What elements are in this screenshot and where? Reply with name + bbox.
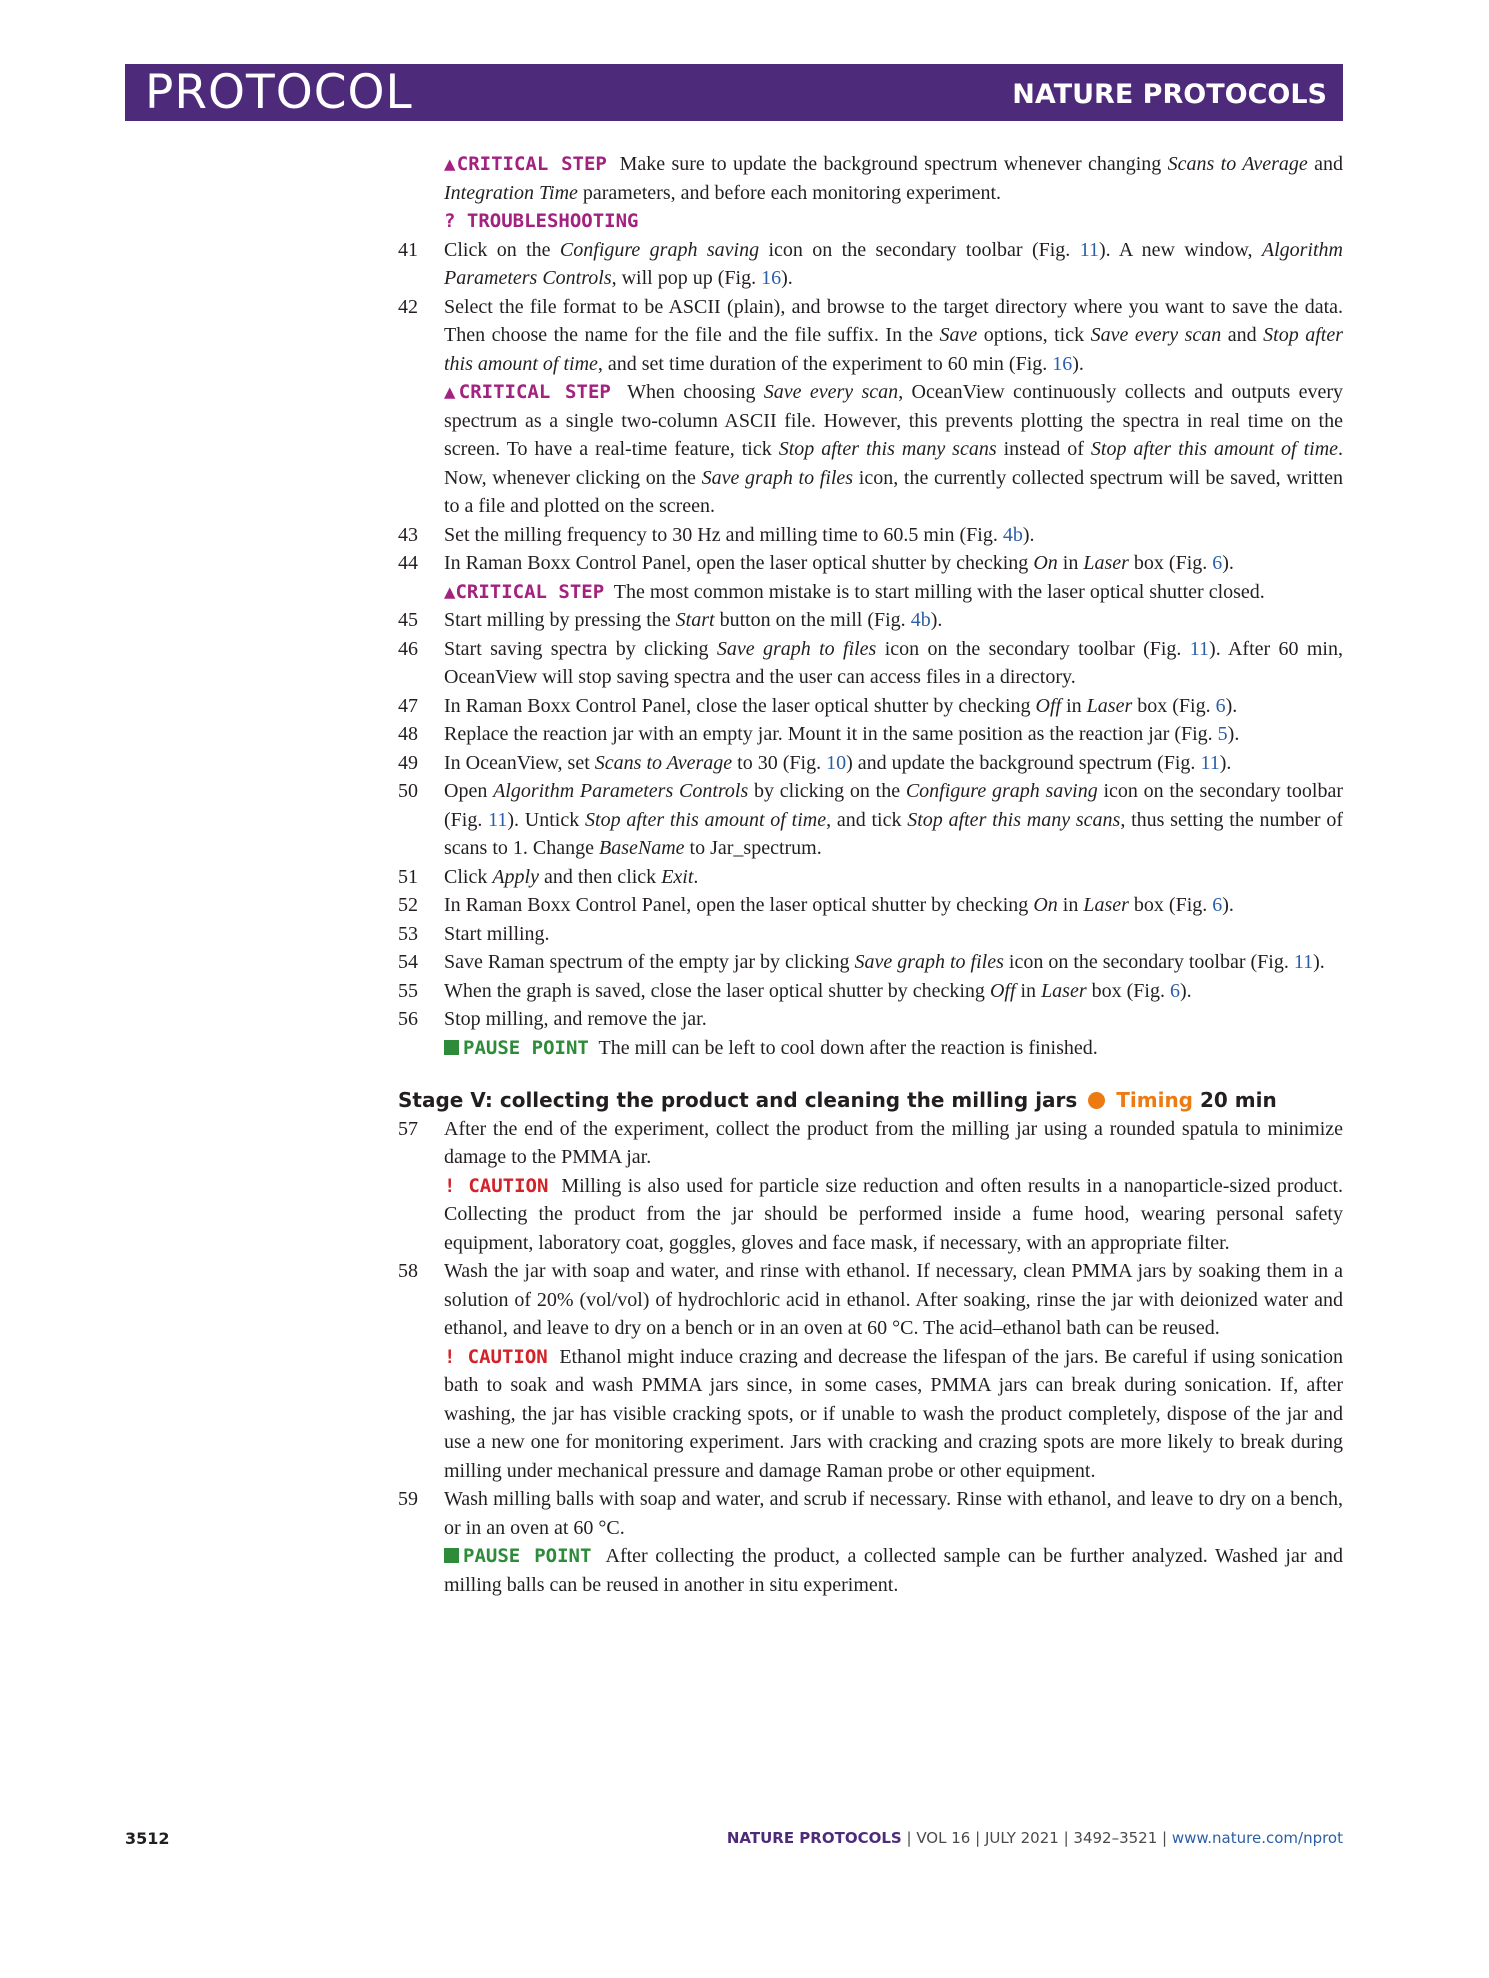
troubleshooting-label: ? TROUBLESHOOTING	[444, 210, 639, 232]
step-number: 58	[398, 1260, 418, 1282]
step-57: 57 After the end of the experiment, collect the product from the milling jar using a rounded spatula to minimize damage to the PMMA jar. ! CAUTION Milling is also used for particle size reduction and often results in a nanoparticle-sized product. Collecting the product from the jar should be performed inside a fume hood, wearing personal safety equipment, laboratory coat, goggles, gloves and face mask, if necessary, with an appropriate filter.	[398, 1115, 1343, 1258]
step-number: 59	[398, 1488, 418, 1510]
journal-name: NATURE PROTOCOLS	[1012, 79, 1327, 110]
pause-point-label: PAUSE POINT	[463, 1036, 589, 1059]
step-number: 54	[398, 951, 418, 973]
critical-step-label: ▲CRITICAL STEP	[444, 580, 605, 603]
troubleshooting-label-line	[444, 207, 1343, 236]
figure-link[interactable]: 10	[826, 751, 847, 774]
critical-step-note: ▲CRITICAL STEP Make sure to update the background spectrum whenever changing Scans to Average and Integration Time parameters, and before each monitoring experiment.	[444, 153, 1343, 204]
figure-link[interactable]: 11	[1079, 238, 1099, 261]
stage-heading: Stage V: collecting the product and cleaning the milling jars Timing 20 min	[398, 1088, 1277, 1112]
step-49: 49 In OceanView, set Scans to Average to 30 (Fig. 10) and update the background spectrum (Fig. 11).	[398, 749, 1343, 778]
figure-link[interactable]: 11	[1293, 951, 1314, 973]
footer-pages: 3492–3521	[1073, 1829, 1158, 1847]
figure-link[interactable]: 4b	[910, 609, 931, 631]
figure-link[interactable]: 6	[1212, 894, 1223, 916]
step-50: 50 Open Algorithm Parameters Controls by clicking on the Configure graph saving icon on the secondary toolbar (Fig. 11). Untick Stop after this amount of time, and tick Stop after this many scans, thus setting the number of scans to 1. Change BaseName to Jar_spectrum.	[398, 777, 1343, 863]
critical-step-note: ▲CRITICAL STEP The most common mistake is to start milling with the laser optical shutter closed.	[444, 580, 1265, 603]
figure-link[interactable]: 16	[761, 267, 782, 289]
step-number: 56	[398, 1008, 418, 1030]
footer-url-link[interactable]: www.nature.com/nprot	[1171, 1829, 1343, 1847]
step-48: 48 Replace the reaction jar with an empty jar. Mount it in the same position as the reaction jar (Fig. 5).	[398, 720, 1343, 749]
figure-link[interactable]: 11	[1189, 637, 1210, 660]
step-51: 51 Click Apply and then click Exit.	[398, 863, 1343, 892]
figure-link[interactable]: 11	[488, 808, 508, 831]
footer-volume: VOL 16	[916, 1829, 971, 1847]
step-46: 46 Start saving spectra by clicking Save graph to files icon on the secondary toolbar (Fig. 11). After 60 min, OceanView will stop saving spectra and the user can access files in a directory.	[398, 635, 1343, 692]
step-56: 56 Stop milling, and remove the jar. PAUSE POINT The mill can be left to cool down after the reaction is finished.	[398, 1005, 1343, 1062]
critical-step-label: ▲CRITICAL STEP	[444, 153, 607, 175]
critical-step-label: ▲CRITICAL STEP	[444, 381, 611, 403]
step-number: 48	[398, 723, 418, 745]
caution-note: ! CAUTION Milling is also used for particle size reduction and often results in a nanoparticle-sized product. Collecting the product from the jar should be performed inside a fume hood, wearing personal safety equipment, laboratory coat, goggles, gloves and face mask, if necessary, with an appropriate filter.	[444, 1174, 1344, 1254]
pause-point-note: PAUSE POINT The mill can be left to cool down after the reaction is finished.	[444, 1034, 1343, 1063]
step-number: 46	[398, 637, 418, 660]
timing-label: Timing	[1116, 1088, 1193, 1112]
figure-link[interactable]: 11	[1200, 751, 1220, 774]
step-number: 42	[398, 295, 418, 318]
timing-dot-icon	[1088, 1092, 1105, 1109]
footer-journal-name: NATURE PROTOCOLS	[726, 1829, 902, 1847]
footer-date: JULY 2021	[984, 1829, 1059, 1847]
step-58: 58 Wash the jar with soap and water, and rinse with ethanol. If necessary, clean PMMA jars by soaking them in a solution of 20% (vol/vol) of hydrochloric acid in ethanol. After soaking, rinse the jar with deionized water and ethanol, and leave to dry on a bench or in an oven at 60 °C. The acid–ethanol bath can be reused. ! CAUTION Ethanol might induce crazing and decrease the lifespan of the jars. Be careful if using sonication bath to soak and wash PMMA jars since, in some cases, PMMA jars can break during sonication. If, after washing, the jar has visible cracking spots, or if unable to wash the product completely, dispose of the jar and use a new one for monitoring experiment. Jars with cracking and crazing spots are more likely to break during milling under mechanical pressure and damage Raman probe or other equipment.	[398, 1257, 1343, 1485]
timing-value: 20 min	[1199, 1088, 1277, 1112]
header-banner	[125, 64, 1343, 121]
step-number: 45	[398, 609, 418, 631]
step-number: 41	[398, 238, 418, 261]
step-47: 47 In Raman Boxx Control Panel, close the laser optical shutter by checking Off in Laser box (Fig. 6).	[398, 692, 1343, 721]
step-number: 52	[398, 894, 418, 916]
figure-link[interactable]: 6	[1212, 552, 1223, 574]
caution-note: ! CAUTION Ethanol might induce crazing and decrease the lifespan of the jars. Be careful if using sonication bath to soak and wash PMMA jars since, in some cases, PMMA jars can break during sonication. If, after washing, the jar has visible cracking spots, or if unable to wash the product completely, dispose of the jar and use a new one for monitoring experiment. Jars with cracking and crazing spots are more likely to break during milling under mechanical pressure and damage Raman probe or other equipment.	[444, 1345, 1344, 1482]
step-55: 55 When the graph is saved, close the laser optical shutter by checking Off in Laser box (Fig. 6).	[398, 977, 1343, 1006]
step-number: 51	[398, 865, 418, 888]
pause-point-label: PAUSE POINT	[463, 1545, 592, 1567]
step-52: 52 In Raman Boxx Control Panel, open the laser optical shutter by checking On in Laser box (Fig. 6).	[398, 891, 1343, 920]
step-list	[398, 236, 1343, 1600]
step-number: 53	[398, 922, 418, 945]
page-number: 3512	[125, 1829, 170, 1848]
step-number: 50	[398, 780, 418, 802]
step-59: 59 Wash milling balls with soap and water, and scrub if necessary. Rinse with ethanol, and leave to dry on a bench, or in an oven at 60 °C. PAUSE POINT After collecting the product, a collected sample can be further analyzed. Washed jar and milling balls can be reused in another in situ experiment.	[398, 1485, 1343, 1599]
main-content	[398, 150, 1343, 1599]
step-42: 42 Select the file format to be ASCII (plain), and browse to the target directory where you want to save the data. Then choose the name for the file and the file suffix. In the Save options, tick Save every scan and Stop after this amount of time, and set time duration of the experiment to 60 min (Fig. 16). ▲CRITICAL STEP When choosing Save every scan, OceanView continuously collects and outputs every spectrum as a single two-column ASCII file. However, this prevents plotting the spectra in real time on the screen. To have a real-time feature, tick Stop after this many scans instead of Stop after this amount of time. Now, whenever clicking on the Save graph to files icon, the currently collected spectrum will be saved, written to a file and plotted on the screen.	[398, 293, 1343, 521]
caution-label: ! CAUTION	[444, 1174, 549, 1197]
step-44: 44 In Raman Boxx Control Panel, open the laser optical shutter by checking On in Laser box (Fig. 6). ▲CRITICAL STEP The most common mistake is to start milling with the laser optical shutter closed.	[398, 549, 1343, 606]
step-43: 43 Set the milling frequency to 30 Hz and milling time to 60.5 min (Fig. 4b).	[398, 521, 1343, 550]
intro-block	[398, 150, 1343, 236]
critical-step-note: ▲CRITICAL STEP When choosing Save every scan, OceanView continuously collects and outputs every spectrum as a single two-column ASCII file. However, this prevents plotting the spectra in real time on the screen. To have a real-time feature, tick Stop after this many scans instead of Stop after this amount of time. Now, whenever clicking on the Save graph to files icon, the currently collected spectrum will be saved, written to a file and plotted on the screen.	[444, 381, 1344, 517]
step-53: 53 Start milling.	[398, 920, 1343, 949]
pause-point-note: PAUSE POINT After collecting the product, a collected sample can be further analyzed. Washed jar and milling balls can be reused in another in situ experiment.	[444, 1545, 1343, 1596]
step-54: 54 Save Raman spectrum of the empty jar by clicking Save graph to files icon on the secondary toolbar (Fig. 11).	[398, 948, 1343, 977]
figure-link[interactable]: 6	[1215, 694, 1226, 717]
figure-link[interactable]: 16	[1052, 352, 1073, 375]
step-number: 55	[398, 979, 418, 1002]
pause-square-icon	[444, 1548, 459, 1563]
figure-link[interactable]: 4b	[1002, 523, 1023, 546]
step-41: 41 Click on the Configure graph saving icon on the secondary toolbar (Fig. 11). A new window, Algorithm Parameters Controls, will pop up (Fig. 16).	[398, 236, 1343, 293]
step-number: 57	[398, 1117, 418, 1140]
step-45: 45 Start milling by pressing the Start button on the mill (Fig. 4b).	[398, 606, 1343, 635]
step-number: 49	[398, 751, 418, 774]
figure-link[interactable]: 5	[1217, 723, 1228, 745]
caution-label: ! CAUTION	[444, 1345, 548, 1368]
step-number: 43	[398, 523, 418, 546]
section-label: PROTOCOL	[145, 65, 413, 120]
step-number: 47	[398, 694, 418, 717]
figure-link[interactable]: 6	[1169, 979, 1180, 1002]
footer-citation: NATURE PROTOCOLS | VOL 16 | JULY 2021 | 3492–3521 | www.nature.com/nprot	[726, 1829, 1343, 1847]
step-number: 44	[398, 552, 418, 574]
pause-square-icon	[444, 1040, 459, 1055]
